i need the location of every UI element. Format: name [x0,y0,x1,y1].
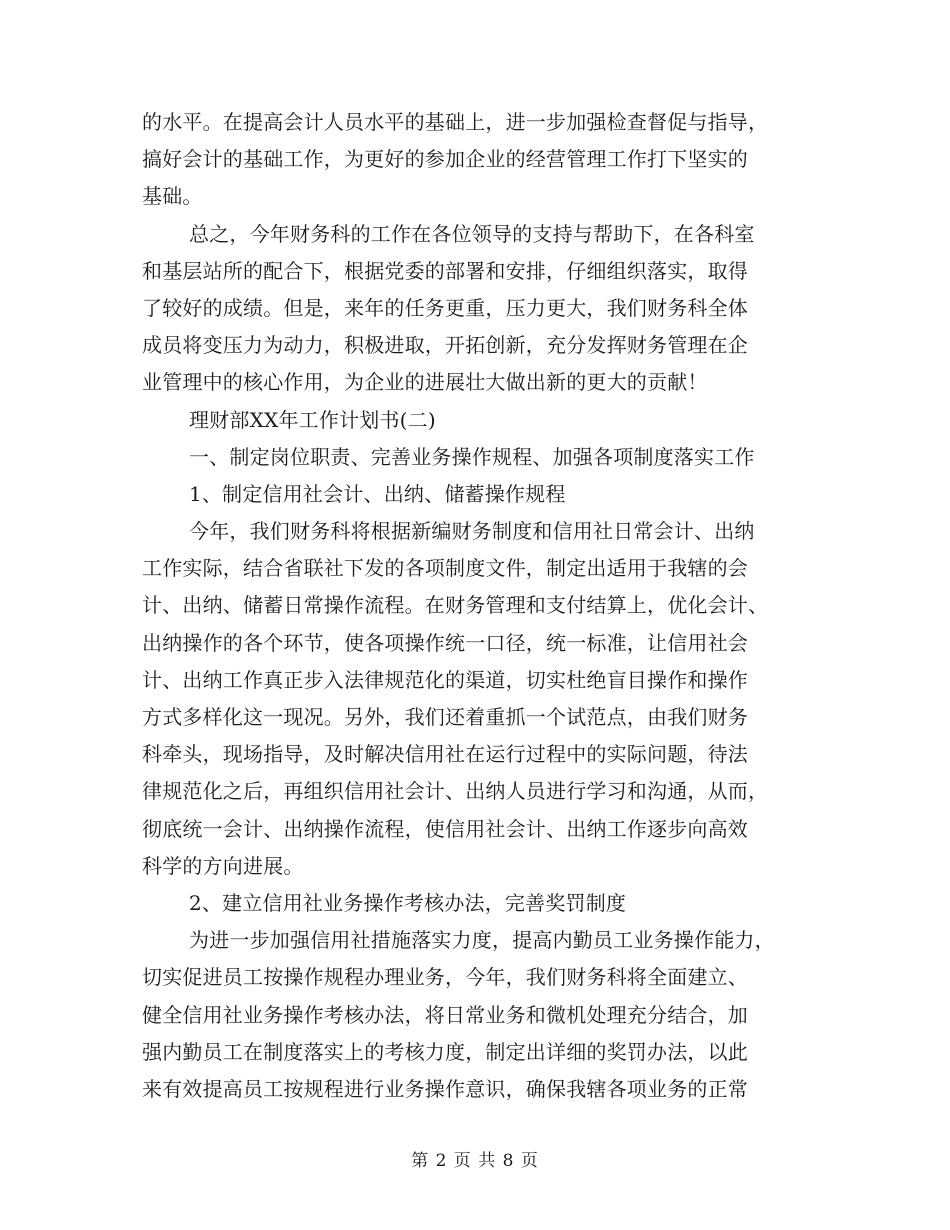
page-footer: 第 2 页 共 8 页 [411,1151,539,1171]
text-line: 来有效提高员工按规程进行业务操作意识，确保我辖各项业务的正常 [142,1076,748,1101]
text-line: 计、出纳、储蓄日常操作流程。在财务管理和支付结算上，优化会计、 [142,593,769,618]
text-line: 业管理中的核心作用，为企业的进展壮大做出新的更大的贡献！ [142,370,708,395]
text-line: 理财部XX年工作计划书(二) [189,407,436,432]
text-line: 基础。 [142,184,203,209]
text-line: 成员将变压力为动力，积极进取，开拓创新，充分发挥财务管理在企 [142,333,748,358]
text-line: 为进一步加强信用社措施落实力度，提高内勤员工业务操作能力， [189,928,775,953]
text-line: 和基层站所的配合下，根据党委的部署和安排，仔细组织落实，取得 [142,258,748,283]
text-line: 强内勤员工在制度落实上的考核力度，制定出详细的奖罚办法，以此 [142,1039,748,1064]
text-line: 了较好的成绩。但是，来年的任务更重，压力更大，我们财务科全体 [142,295,748,320]
text-line: 1、制定信用社会计、出纳、储蓄操作规程 [189,481,566,506]
text-line: 科学的方向进展。 [142,853,304,878]
text-line: 一、制定岗位职责、完善业务操作规程、加强各项制度落实工作 [189,444,755,469]
text-line: 的水平。在提高会计人员水平的基础上，进一步加强检查督促与指导， [142,110,769,134]
text-line: 2、建立信用社业务操作考核办法，完善奖罚制度 [189,890,627,915]
text-line: 计、出纳工作真正步入法律规范化的渠道，切实杜绝盲目操作和操作 [142,667,748,692]
text-line: 律规范化之后，再组织信用社会计、出纳人员进行学习和沟通，从而， [142,779,769,804]
text-line: 彻底统一会计、出纳操作流程，使信用社会计、出纳工作逐步向高效 [142,816,748,841]
text-line: 总之，今年财务科的工作在各位领导的支持与帮助下，在各科室 [189,221,755,246]
text-line: 方式多样化这一现况。另外，我们还着重抓一个试范点，由我们财务 [142,705,748,729]
text-line: 出纳操作的各个环节，使各项操作统一口径，统一标准，让信用社会 [142,630,748,655]
document-body [142,104,806,1108]
text-line: 工作实际，结合省联社下发的各项制度文件，制定出适用于我辖的会 [142,556,748,581]
text-line: 切实促进员工按操作规程办理业务，今年，我们财务科将全面建立、 [142,965,748,990]
text-line: 科牵头，现场指导，及时解决信用社在运行过程中的实际问题，待法 [142,742,748,767]
text-line: 健全信用社业务操作考核办法，将日常业务和微机处理充分结合，加 [142,1002,748,1027]
text-line: 今年，我们财务科将根据新编财务制度和信用社日常会计、出纳 [189,519,755,544]
text-line: 搞好会计的基础工作，为更好的参加企业的经营管理工作打下坚实的 [142,147,748,172]
